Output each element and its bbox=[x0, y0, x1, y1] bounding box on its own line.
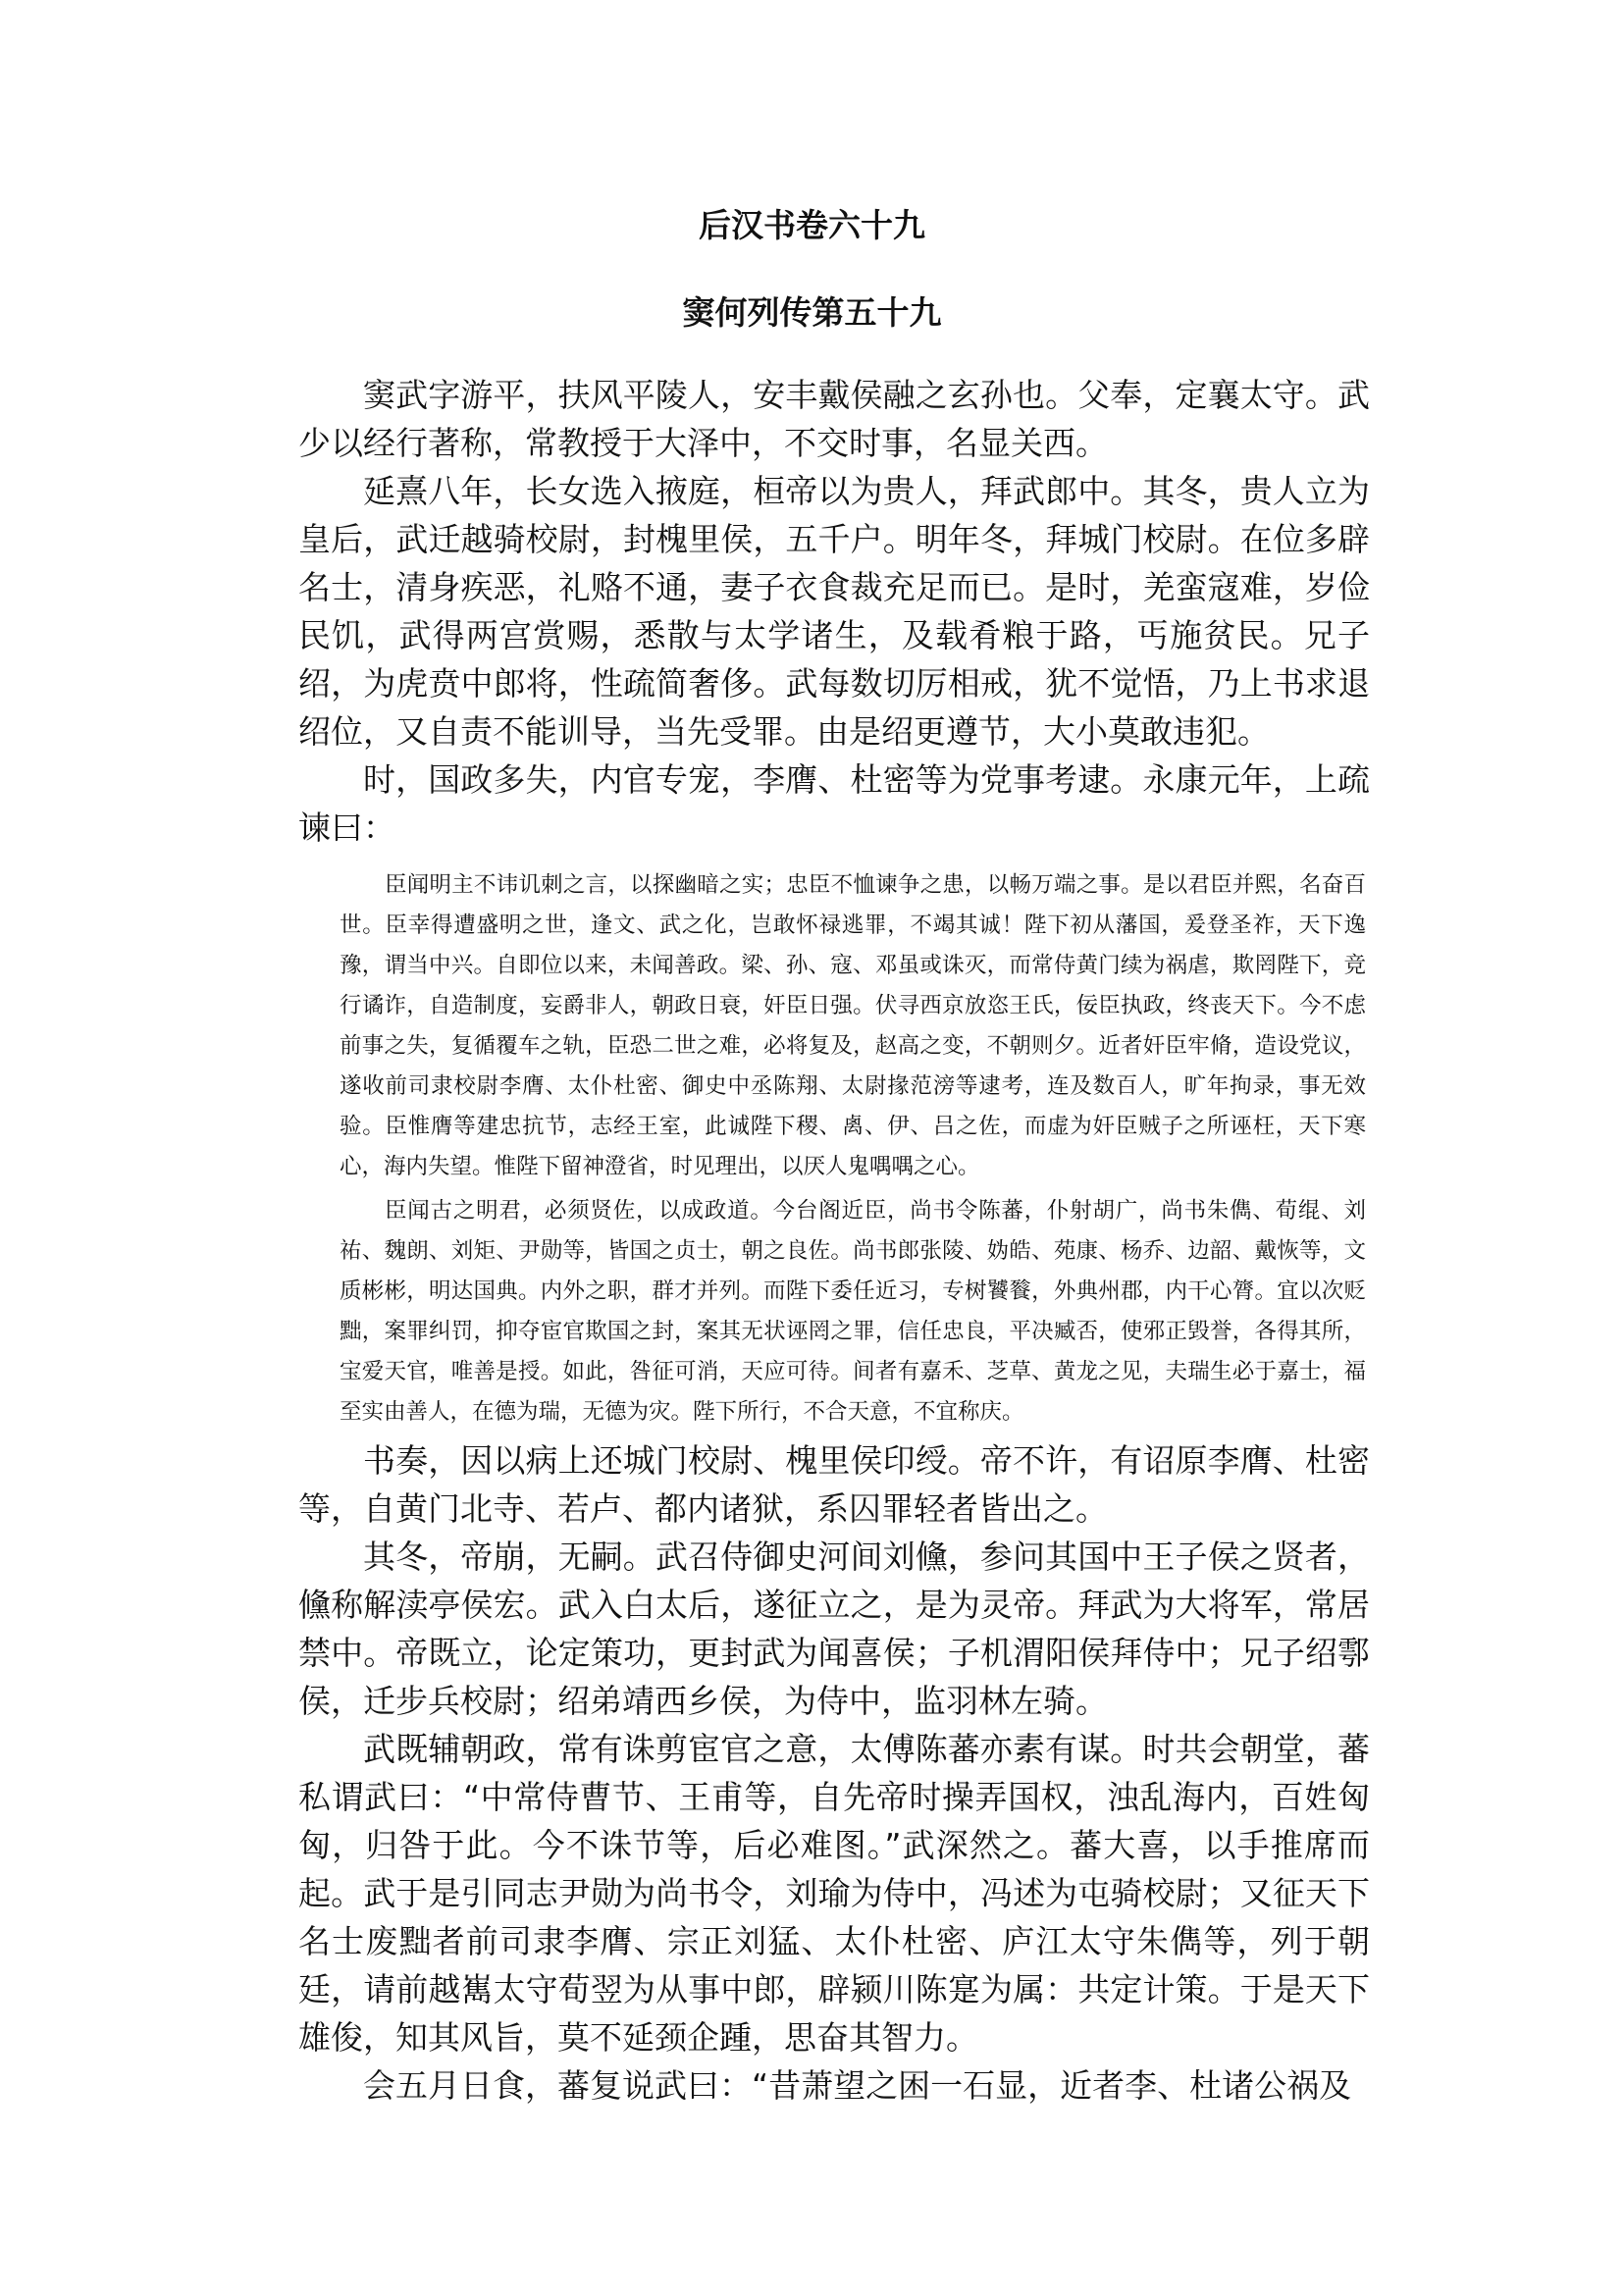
memorial-paragraph: 臣闻明主不讳讥刺之言，以探幽暗之实；忠臣不恤谏争之患，以畅万端之事。是以君臣并熙，名奋百世。臣幸得遭盛明之世，逢文、武之化，岂敢怀禄逃罪，不竭其诚！陛下初从藩国，爰登圣祚，天下逸豫，谓当中兴。自即位以来，未闻善政。梁、孙、寇、邓虽或诛灭，而常侍黄门续为祸虐，欺罔陛下，竞行谲诈，自造制度，妄爵非人，朝政日衰，奸臣日强。伏寻西京放恣王氏，佞臣执政，终丧天下。今不虑前事之失，复循覆车之轨，臣恐二世之难，必将复及，赵高之变，不朝则夕。近者奸臣牢脩，造设党议，遂收前司隶校尉李膺、太仆杜密、御史中丞陈翔、太尉掾范滂等逮考，连及数百人，旷年拘录，事无效验。臣惟膺等建忠抗节，志经王室，此诚陛下稷、禼、伊、吕之佐，而虚为奸臣贼子之所诬枉，天下寒心，海内失望。惟陛下留神澄省，时见理出，以厌人鬼喁喁之心。 bbox=[340, 872, 1366, 1179]
paragraph: 会五月日食，蕃复说武曰：“昔萧望之困一石显，近者李、杜诸公祸及 bbox=[363, 2066, 1352, 2105]
paragraph: 窦武字游平，扶风平陵人，安丰戴侯融之玄孙也。父奉，定襄太守。武少以经行著称，常教授于大泽中，不交时事，名显关西。 bbox=[298, 376, 1370, 462]
paragraph: 武既辅朝政，常有诛剪宦官之意，太傅陈蕃亦素有谋。时共会朝堂，蕃私谓武曰：“中常侍曹节、王甫等，自先帝时操弄国权，浊乱海内，百姓匈匈，归咎于此。今不诛节等，后必难图。”武深然之。蕃大喜，以手推席而起。武于是引同志尹勋为尚书令，刘瑜为侍中，冯述为屯骑校尉；又征天下名士废黜者前司隶李膺、宗正刘猛、太仆杜密、庐江太守朱儁等，列于朝廷，请前越嶲太守荀翌为从事中郎，辟颍川陈寔为属：共定计策。于是天下雄俊，知其风旨，莫不延颈企踵，思奋其智力。 bbox=[298, 1730, 1370, 2057]
chapter-title: 窦何列传第五十九 bbox=[682, 293, 942, 332]
memorial-paragraph: 臣闻古之明君，必须贤佐，以成政道。今台阁近臣，尚书令陈蕃，仆射胡广，尚书朱儁、荀绲、刘祐、魏朗、刘矩、尹勋等，皆国之贞士，朝之良佐。尚书郎张陵、妫皓、苑康、杨乔、边韶、戴恢等，文质彬彬，明达国典。内外之职，群才并列。而陛下委任近习，专树饕餮，外典州郡，内干心膂。宜以次贬黜，案罪纠罚，抑夺宦官欺国之封，案其无状诬罔之罪，信任忠良，平决臧否，使邪正毁誉，各得其所，宝爱天官，唯善是授。如此，咎征可消，天应可待。间者有嘉禾、芝草、黄龙之见，夫瑞生必于嘉士，福至实由善人，在德为瑞，无德为灾。陛下所行，不合天意，不宜称庆。 bbox=[340, 1198, 1366, 1425]
body-text bbox=[298, 371, 1370, 2110]
paragraph: 其冬，帝崩，无嗣。武召侍御史河间刘儵，参问其国中王子侯之贤者，儵称解渎亭侯宏。武入白太后，遂征立之，是为灵帝。拜武为大将军，常居禁中。帝既立，论定策功，更封武为闻喜侯；子机渭阳侯拜侍中；兄子绍鄠侯，迁步兵校尉；绍弟靖西乡侯，为侍中，监羽林左骑。 bbox=[298, 1538, 1370, 1720]
paragraph: 时，国政多失，内官专宠，李膺、杜密等为党事考逮。永康元年，上疏谏曰： bbox=[298, 760, 1370, 847]
book-title: 后汉书卷六十九 bbox=[699, 206, 925, 244]
paragraph: 书奏，因以病上还城门校尉、槐里侯印绶。帝不许，有诏原李膺、杜密等，自黄门北寺、若卢、都内诸狱，系囚罪轻者皆出之。 bbox=[298, 1441, 1370, 1528]
paragraph: 延熹八年，长女选入掖庭，桓帝以为贵人，拜武郎中。其冬，贵人立为皇后，武迁越骑校尉，封槐里侯，五千户。明年冬，拜城门校尉。在位多辟名士，清身疾恶，礼赂不通，妻子衣食裁充足而已。是时，羌蛮寇难，岁俭民饥，武得两宫赏赐，悉散与太学诸生，及载肴粮于路，丐施贫民。兄子绍，为虎贲中郎将，性疏简奢侈。武每数切厉相戒，犹不觉悟，乃上书求退绍位，又自责不能训导，当先受罪。由是绍更遵节，大小莫敢违犯。 bbox=[298, 472, 1370, 751]
memorial-quote bbox=[340, 865, 1366, 1433]
